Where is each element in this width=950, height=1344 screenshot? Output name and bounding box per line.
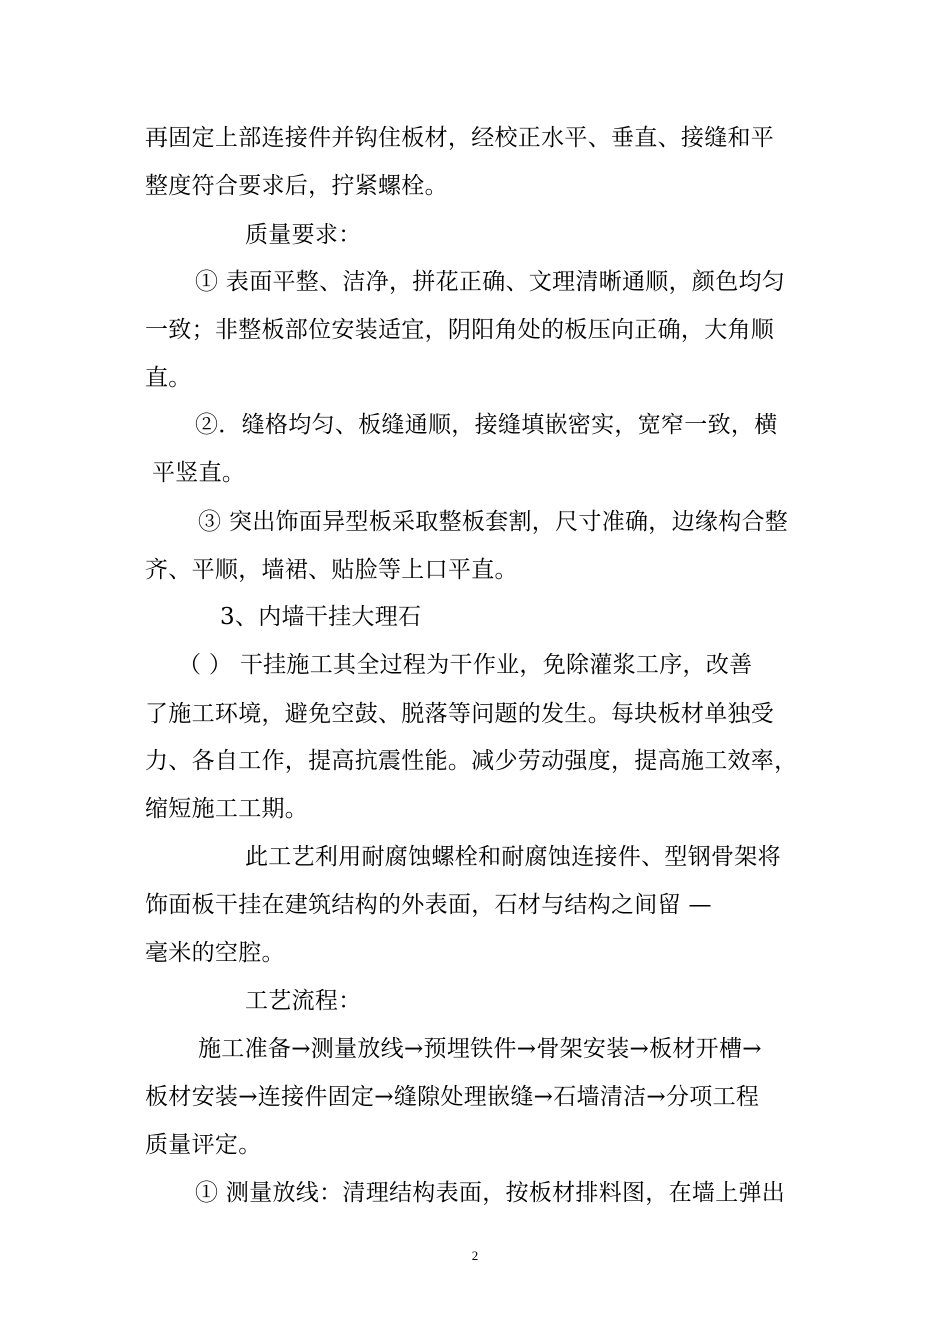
- text-line: （ ） 干挂施工其全过程为干作业，免除灌浆工序，改善: [178, 652, 753, 678]
- text-line: 施工准备→测量放线→预埋铁件→骨架安装→板材开槽→: [198, 1036, 762, 1062]
- text-line-heading: 质量要求：: [245, 222, 362, 248]
- text-line: 饰面板干挂在建筑结构的外表面，石材与结构之间留 —: [145, 892, 712, 918]
- page-number: 2: [471, 1248, 479, 1263]
- text-line: 板材安装→连接件固定→缝隙处理嵌缝→石墙清洁→分项工程: [145, 1084, 760, 1110]
- text-line: 质量评定。: [145, 1132, 262, 1158]
- text-line: 此工艺利用耐腐蚀螺栓和耐腐蚀连接件、型钢骨架将: [245, 844, 781, 870]
- text-line: 平竖直。: [152, 460, 246, 486]
- text-line: 一致；非整板部位安装适宜，阴阳角处的板压向正确，大角顺: [145, 317, 775, 343]
- text-line-heading: 工艺流程：: [245, 988, 362, 1014]
- text-line: 缩短施工工期。: [145, 796, 309, 822]
- text-line: 力、各自工作，提高抗震性能。减少劳动强度，提高施工效率，: [145, 748, 798, 774]
- section-heading: 3、内墙干挂大理石: [220, 604, 422, 630]
- text-line: 齐、平顺，墙裙、贴脸等上口平直。: [145, 557, 518, 583]
- text-line: 毫米的空腔。: [145, 940, 285, 966]
- text-line: 再固定上部连接件并钩住板材，经校正水平、垂直、接缝和平: [145, 125, 775, 151]
- text-line: ②．缝格均匀、板缝通顺，接缝填嵌密实，宽窄一致，横: [195, 412, 778, 438]
- text-line: 了施工环境，避免空鼓、脱落等问题的发生。每块板材单独受: [145, 701, 775, 727]
- text-line: ① 测量放线：清理结构表面，按板材排料图，在墙上弹出: [195, 1180, 786, 1206]
- text-line: 整度符合要求后，拧紧螺栓。: [145, 173, 448, 199]
- text-line: ③ 突出饰面异型板采取整板套割，尺寸准确，边缘构合整: [198, 509, 789, 535]
- text-line: ① 表面平整、洁净，拼花正确、文理清晰通顺，颜色均匀: [195, 269, 786, 295]
- text-line: 直。: [145, 365, 192, 391]
